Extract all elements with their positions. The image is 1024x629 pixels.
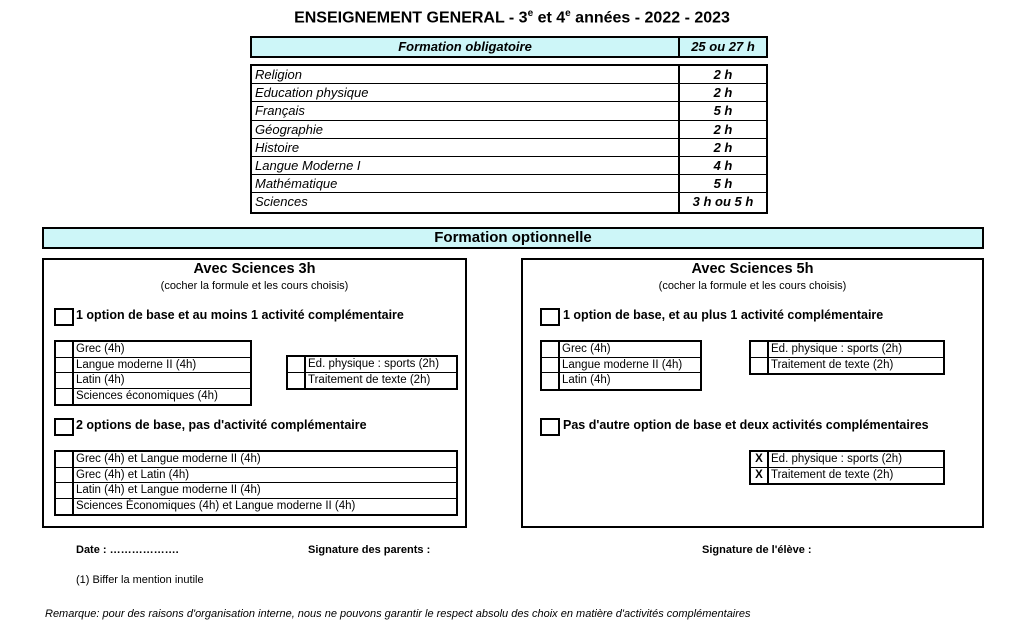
subject-cell: Religion [252,66,680,83]
hours-cell: 2 h [713,85,733,101]
table-row [252,121,766,139]
activity-label: Ed. physique : sports (2h) [308,358,440,370]
formula-1-label: 1 option de base, et au plus 1 activité complémentaire [563,308,884,322]
option-checkbox[interactable] [56,389,74,405]
hours-cell: 5 h [713,103,733,119]
option-checkbox[interactable] [542,358,560,373]
combo-checkbox[interactable] [56,483,74,498]
table-row [252,66,766,84]
formation-obligatoire-header [250,36,768,58]
formula-1-label: 1 option de base et au moins 1 activité complémentaire [76,308,404,322]
list-item[interactable] [56,358,250,374]
signature-parents-label: Signature des parents : [308,544,431,556]
list-item[interactable] [56,468,456,484]
hours-cell: 3 h ou 5 h [692,194,754,210]
table-row [252,102,766,120]
activity-checkbox-checked[interactable]: X [751,468,769,484]
activity-label: Ed. physique : sports (2h) [771,343,903,355]
subject-cell: Géographie [252,121,680,138]
list-item[interactable] [288,357,456,373]
list-item[interactable] [56,483,456,499]
formation-obligatoire-label: Formation obligatoire [252,38,680,56]
option-label: Sciences économiques (4h) [76,389,218,402]
option-checkbox[interactable] [56,373,74,388]
list-item[interactable] [56,373,250,389]
combo-label: Grec (4h) et Latin (4h) [76,468,190,481]
formation-optionnelle-header: Formation optionnelle [42,227,984,249]
list-item[interactable] [56,499,456,515]
panel-subtitle: (cocher la formule et les cours choisis) [658,280,847,292]
combo-label: Grec (4h) et Langue moderne II (4h) [76,453,261,465]
list-item[interactable] [751,358,943,374]
formula-2-label: Pas d'autre option de base et deux activités complémentaires [563,418,929,432]
page-title: ENSEIGNEMENT GENERAL - 3e et 4e années - 2022 - 2023 [294,8,730,27]
activity-checkbox[interactable] [288,357,306,372]
combo-label: Sciences Économiques (4h) et Langue moderne II (4h) [76,499,356,512]
subject-cell: Sciences [252,193,680,211]
remark: Remarque: pour des raisons d'organisation interne, nous ne pouvons garantir le respect absolu des choix en matière d'activités complémentaires [45,608,751,620]
sciences-3h-panel [42,258,467,528]
hours-cell: 4 h [713,157,733,173]
table-row [252,139,766,157]
activities-list [749,340,945,375]
list-item[interactable] [56,389,250,405]
subject-cell: Education physique [252,84,680,101]
sciences-5h-panel [521,258,984,528]
combos-list [54,450,458,516]
activity-label: Traitement de texte (2h) [771,358,894,371]
footnote: (1) Biffer la mention inutile [76,574,204,586]
subject-cell: Français [252,102,680,119]
signature-eleve-label: Signature de l'élève : [702,544,812,556]
option-label: Latin (4h) [76,374,125,386]
activity-checkbox[interactable] [751,358,769,374]
hours-cell: 5 h [713,176,733,192]
option-checkbox[interactable] [56,358,74,373]
option-checkbox[interactable] [542,373,560,389]
option-label: Latin (4h) [562,374,611,386]
list-item[interactable] [751,468,943,484]
hours-cell: 2 h [713,67,733,82]
list-item[interactable] [542,342,700,358]
list-item[interactable] [288,373,456,389]
hours-cell: 2 h [713,139,733,155]
option-label: Grec (4h) [76,343,125,355]
activity-checkbox-checked[interactable]: X [751,452,769,467]
base-options-list [54,340,252,406]
hours-cell: 2 h [713,121,733,137]
activities-2-list [749,450,945,485]
base-options-list [540,340,702,391]
option-label: Langue moderne II (4h) [76,358,197,371]
activities-list [286,355,458,390]
table-row [252,84,766,102]
list-item[interactable] [751,452,943,468]
formula-1-checkbox[interactable] [540,308,560,326]
activity-checkbox[interactable] [288,373,306,389]
option-label: Langue moderne II (4h) [562,358,683,371]
subject-cell: Langue Moderne I [252,157,680,174]
formula-2-label: 2 options de base, pas d'activité complémentaire [76,418,367,432]
activity-label: Ed. physique : sports (2h) [771,453,903,465]
combo-checkbox[interactable] [56,468,74,483]
table-row [252,193,766,211]
subject-cell: Histoire [252,139,680,156]
panel-title: Avec Sciences 5h [691,261,814,277]
option-checkbox[interactable] [56,342,74,357]
list-item[interactable] [751,342,943,358]
formation-obligatoire-table [250,64,768,214]
combo-label: Latin (4h) et Langue moderne II (4h) [76,484,261,496]
activity-checkbox[interactable] [751,342,769,357]
list-item[interactable] [56,342,250,358]
activity-label: Traitement de texte (2h) [771,468,894,481]
date-field: Date : ………………. [76,544,179,556]
formula-2-checkbox[interactable] [540,418,560,436]
combo-checkbox[interactable] [56,452,74,467]
list-item[interactable] [542,358,700,374]
activity-label: Traitement de texte (2h) [308,373,431,386]
formula-1-checkbox[interactable] [54,308,74,326]
formation-obligatoire-hours: 25 ou 27 h [691,39,755,54]
panel-title: Avec Sciences 3h [193,261,316,277]
panel-subtitle: (cocher la formule et les cours choisis) [160,280,349,292]
option-checkbox[interactable] [542,342,560,357]
combo-checkbox[interactable] [56,499,74,515]
subject-cell: Mathématique [252,175,680,192]
list-item[interactable] [542,373,700,389]
table-row [252,175,766,193]
table-row [252,157,766,175]
option-label: Grec (4h) [562,343,611,355]
list-item[interactable] [56,452,456,468]
formula-2-checkbox[interactable] [54,418,74,436]
